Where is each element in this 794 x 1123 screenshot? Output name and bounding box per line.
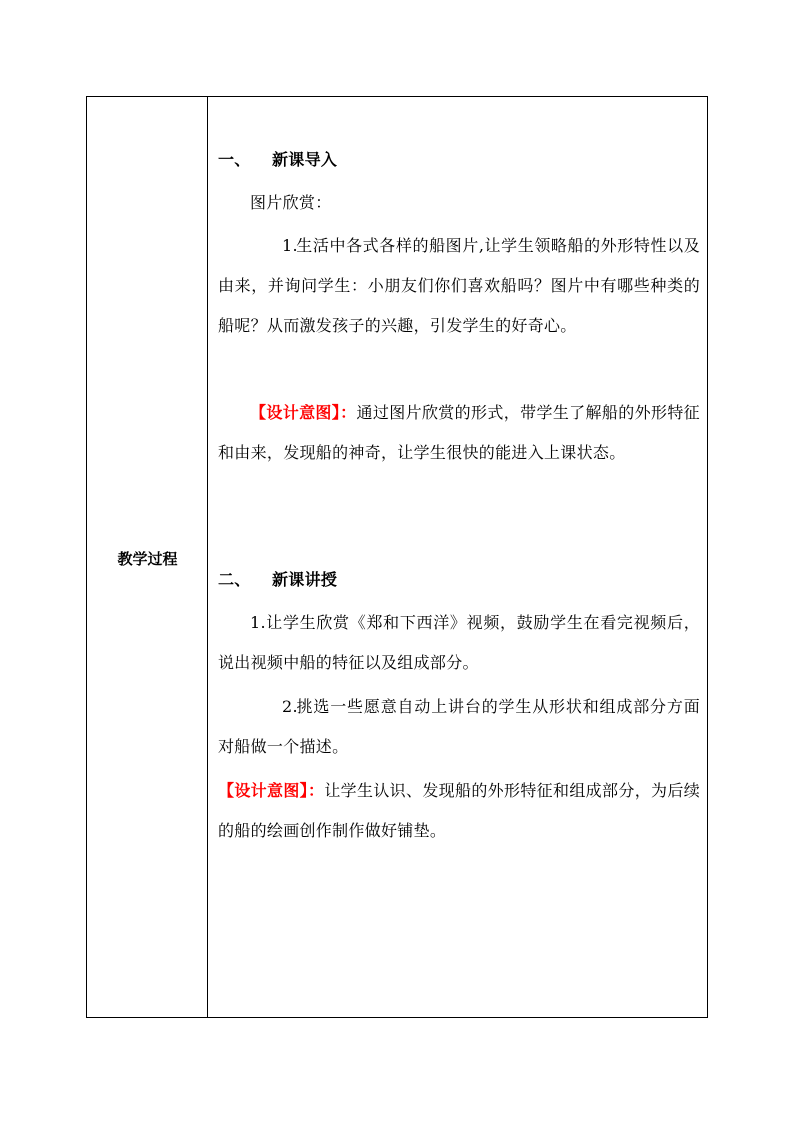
section1-item1-text: 生活中各式各样的船图片,让学生领略船的外形特性以及由来，并询问学生：小朋友们你们喜欢船吗？图片中有哪些种类的船呢？从而激发孩子的兴趣，引发学生的好奇心。 — [218, 236, 700, 335]
section2-item1: 1.让学生欣赏《郑和下西洋》视频，鼓励学生在看完视频后，说出视频中船的特征以及组成部分。 — [218, 613, 700, 672]
section2-item2-text: 挑选一些愿意自动上讲台的学生从形状和组成部分方面对船做一个描述。 — [218, 697, 700, 756]
section1-title: 新课导入 — [272, 150, 338, 169]
design-intent-text: 通过图片欣赏的形式，带学生了解船的外形特征和由来，发现船的神奇，让学生很快的能进入上课状态。 — [218, 403, 700, 462]
section1-number: 一、 — [218, 150, 251, 169]
section2-heading — [218, 560, 700, 600]
section1-heading — [218, 140, 700, 180]
lesson-table — [86, 96, 708, 1018]
section1-intro: 图片欣赏： — [250, 193, 332, 212]
design-intent-label: 【设计意图】： — [218, 781, 325, 800]
section2-item2 — [218, 687, 700, 767]
section2-design-intent — [218, 771, 700, 851]
section2-number: 二、 — [218, 570, 251, 589]
content-cell — [208, 97, 707, 1017]
section1-item1-number: 1. — [282, 236, 298, 255]
left-column-cell — [87, 97, 208, 1017]
section2-item2-number: 2. — [282, 697, 298, 716]
design-intent-label: 【设计意图】： — [250, 403, 357, 422]
design-intent-text: 让学生认识、发现船的外形特征和组成部分，为后续的船的绘画创作制作做好铺垫。 — [218, 781, 700, 840]
section2-title: 新课讲授 — [272, 570, 338, 589]
section1-item1 — [218, 226, 700, 346]
row-label: 教学过程 — [117, 550, 178, 568]
section1-design-intent — [218, 393, 700, 473]
